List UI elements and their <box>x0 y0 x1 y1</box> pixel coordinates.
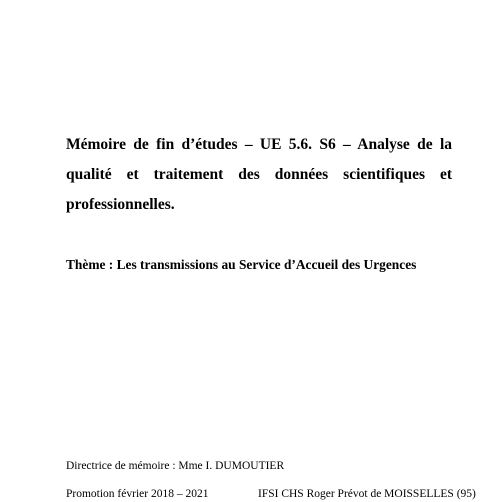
institute-text: IFSI CHS Roger Prévot de MOISSELLES (95) <box>258 488 476 500</box>
thesis-director: Directrice de mémoire : Mme I. DUMOUTIER <box>66 460 285 472</box>
title-line-2: qualité et traitement des données scientifiques et <box>66 166 452 183</box>
promotion-text: Promotion février 2018 – 2021 <box>66 488 209 500</box>
memoir-theme: Thème : Les transmissions au Service d’Accueil des Urgences <box>66 257 417 272</box>
title-line-1: Mémoire de fin d’études – UE 5.6. S6 – Analyse de la <box>66 136 452 153</box>
title-line-3: professionnelles. <box>66 196 175 213</box>
memoir-title <box>66 130 452 220</box>
